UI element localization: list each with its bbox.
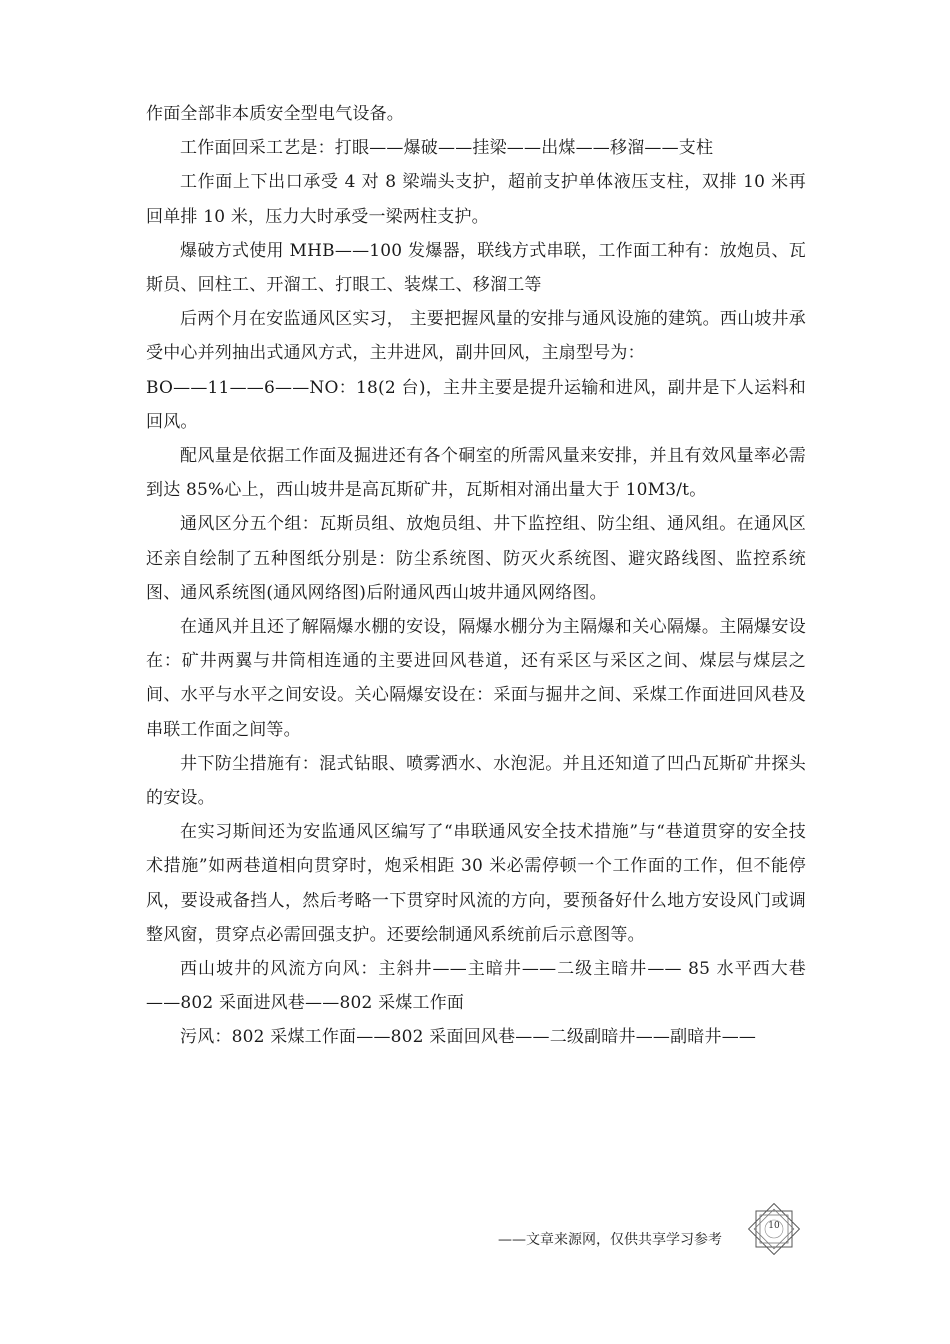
page-number: 10	[768, 1221, 780, 1231]
paragraph: 在实习斯间还为安监通风区编写了“串联通风安全技术措施”与“巷道贯穿的安全技术措施”如两巷道相向贯穿时，炮采相距 30 米必需停顿一个工作面的工作，但不能停风，要设戒备挡人，然后考略一下贯穿时风流的方向，要预备好什么地方安设风门或调整风窗，贯穿点必需回强支护。还要绘制通风系统前后示意图等。	[146, 822, 806, 945]
paragraph: 工作面回采工艺是：打眼——爆破——挂梁——出煤——移溜——支柱	[180, 138, 714, 159]
paragraph: 工作面上下出口承受 4 对 8 梁端头支护，超前支护单体液压支柱，双排 10 米再回单排 10 米，压力大时承受一梁两柱支护。	[146, 172, 806, 227]
paragraph: 作面全部非本质安全型电气设备。	[146, 104, 404, 124]
paragraph: 井下防尘措施有：混式钻眼、喷雾洒水、水泡泥。并且还知道了凹凸瓦斯矿井探头的安设。	[146, 753, 806, 809]
paragraph: 通风区分五个组：瓦斯员组、放炮员组、井下监控组、防尘组、通风组。在通风区还亲自绘制了五种图纸分别是：防尘系统图、防灭火系统图、避灾路线图、监控系统图、通风系统图(通风网络图)后附通风西山坡井通风网络图。	[146, 514, 806, 603]
paragraph: 配风量是依据工作面及掘进还有各个硐室的所需风量来安排，并且有效风量率必需到达 85%心上，西山坡井是高瓦斯矿井，瓦斯相对涌出量大于 10M3/t。	[146, 446, 806, 501]
footer-source-text: ——文章来源网，仅供共享学习参考	[498, 1232, 722, 1248]
page-number-badge	[748, 1203, 800, 1255]
paragraph: BO——11——6——NO：18(2 台)，主井主要是提升运输和进风，副井是下人运料和回风。	[146, 377, 806, 432]
paragraph: 西山坡井的风流方向风：主斜井——主暗井——二级主暗井—— 85 水平西大巷——802 采面进风巷——802 采煤工作面	[146, 959, 806, 1014]
paragraph: 在通风并且还了解隔爆水棚的安设，隔爆水棚分为主隔爆和关心隔爆。主隔爆安设在：矿井两翼与井筒相连通的主要进回风巷道，还有采区与采区之间、煤层与煤层之间、水平与水平之间安设。关心隔爆安设在：采面与掘井之间、采煤工作面进回风巷及串联工作面之间等。	[146, 617, 806, 740]
paragraph: 污风：802 采煤工作面——802 采面回风巷——二级副暗井——副暗井——	[180, 1027, 757, 1048]
paragraph: 后两个月在安监通风区实习， 主要把握风量的安排与通风设施的建筑。西山坡井承受中心并列抽出式通风方式，主井进风，副井回风，主扇型号为：	[146, 309, 806, 364]
body-text	[146, 97, 806, 1055]
paragraph: 爆破方式使用 MHB——100 发爆器，联线方式串联，工作面工种有：放炮员、瓦斯员、回柱工、开溜工、打眼工、装煤工、移溜工等	[146, 240, 806, 296]
